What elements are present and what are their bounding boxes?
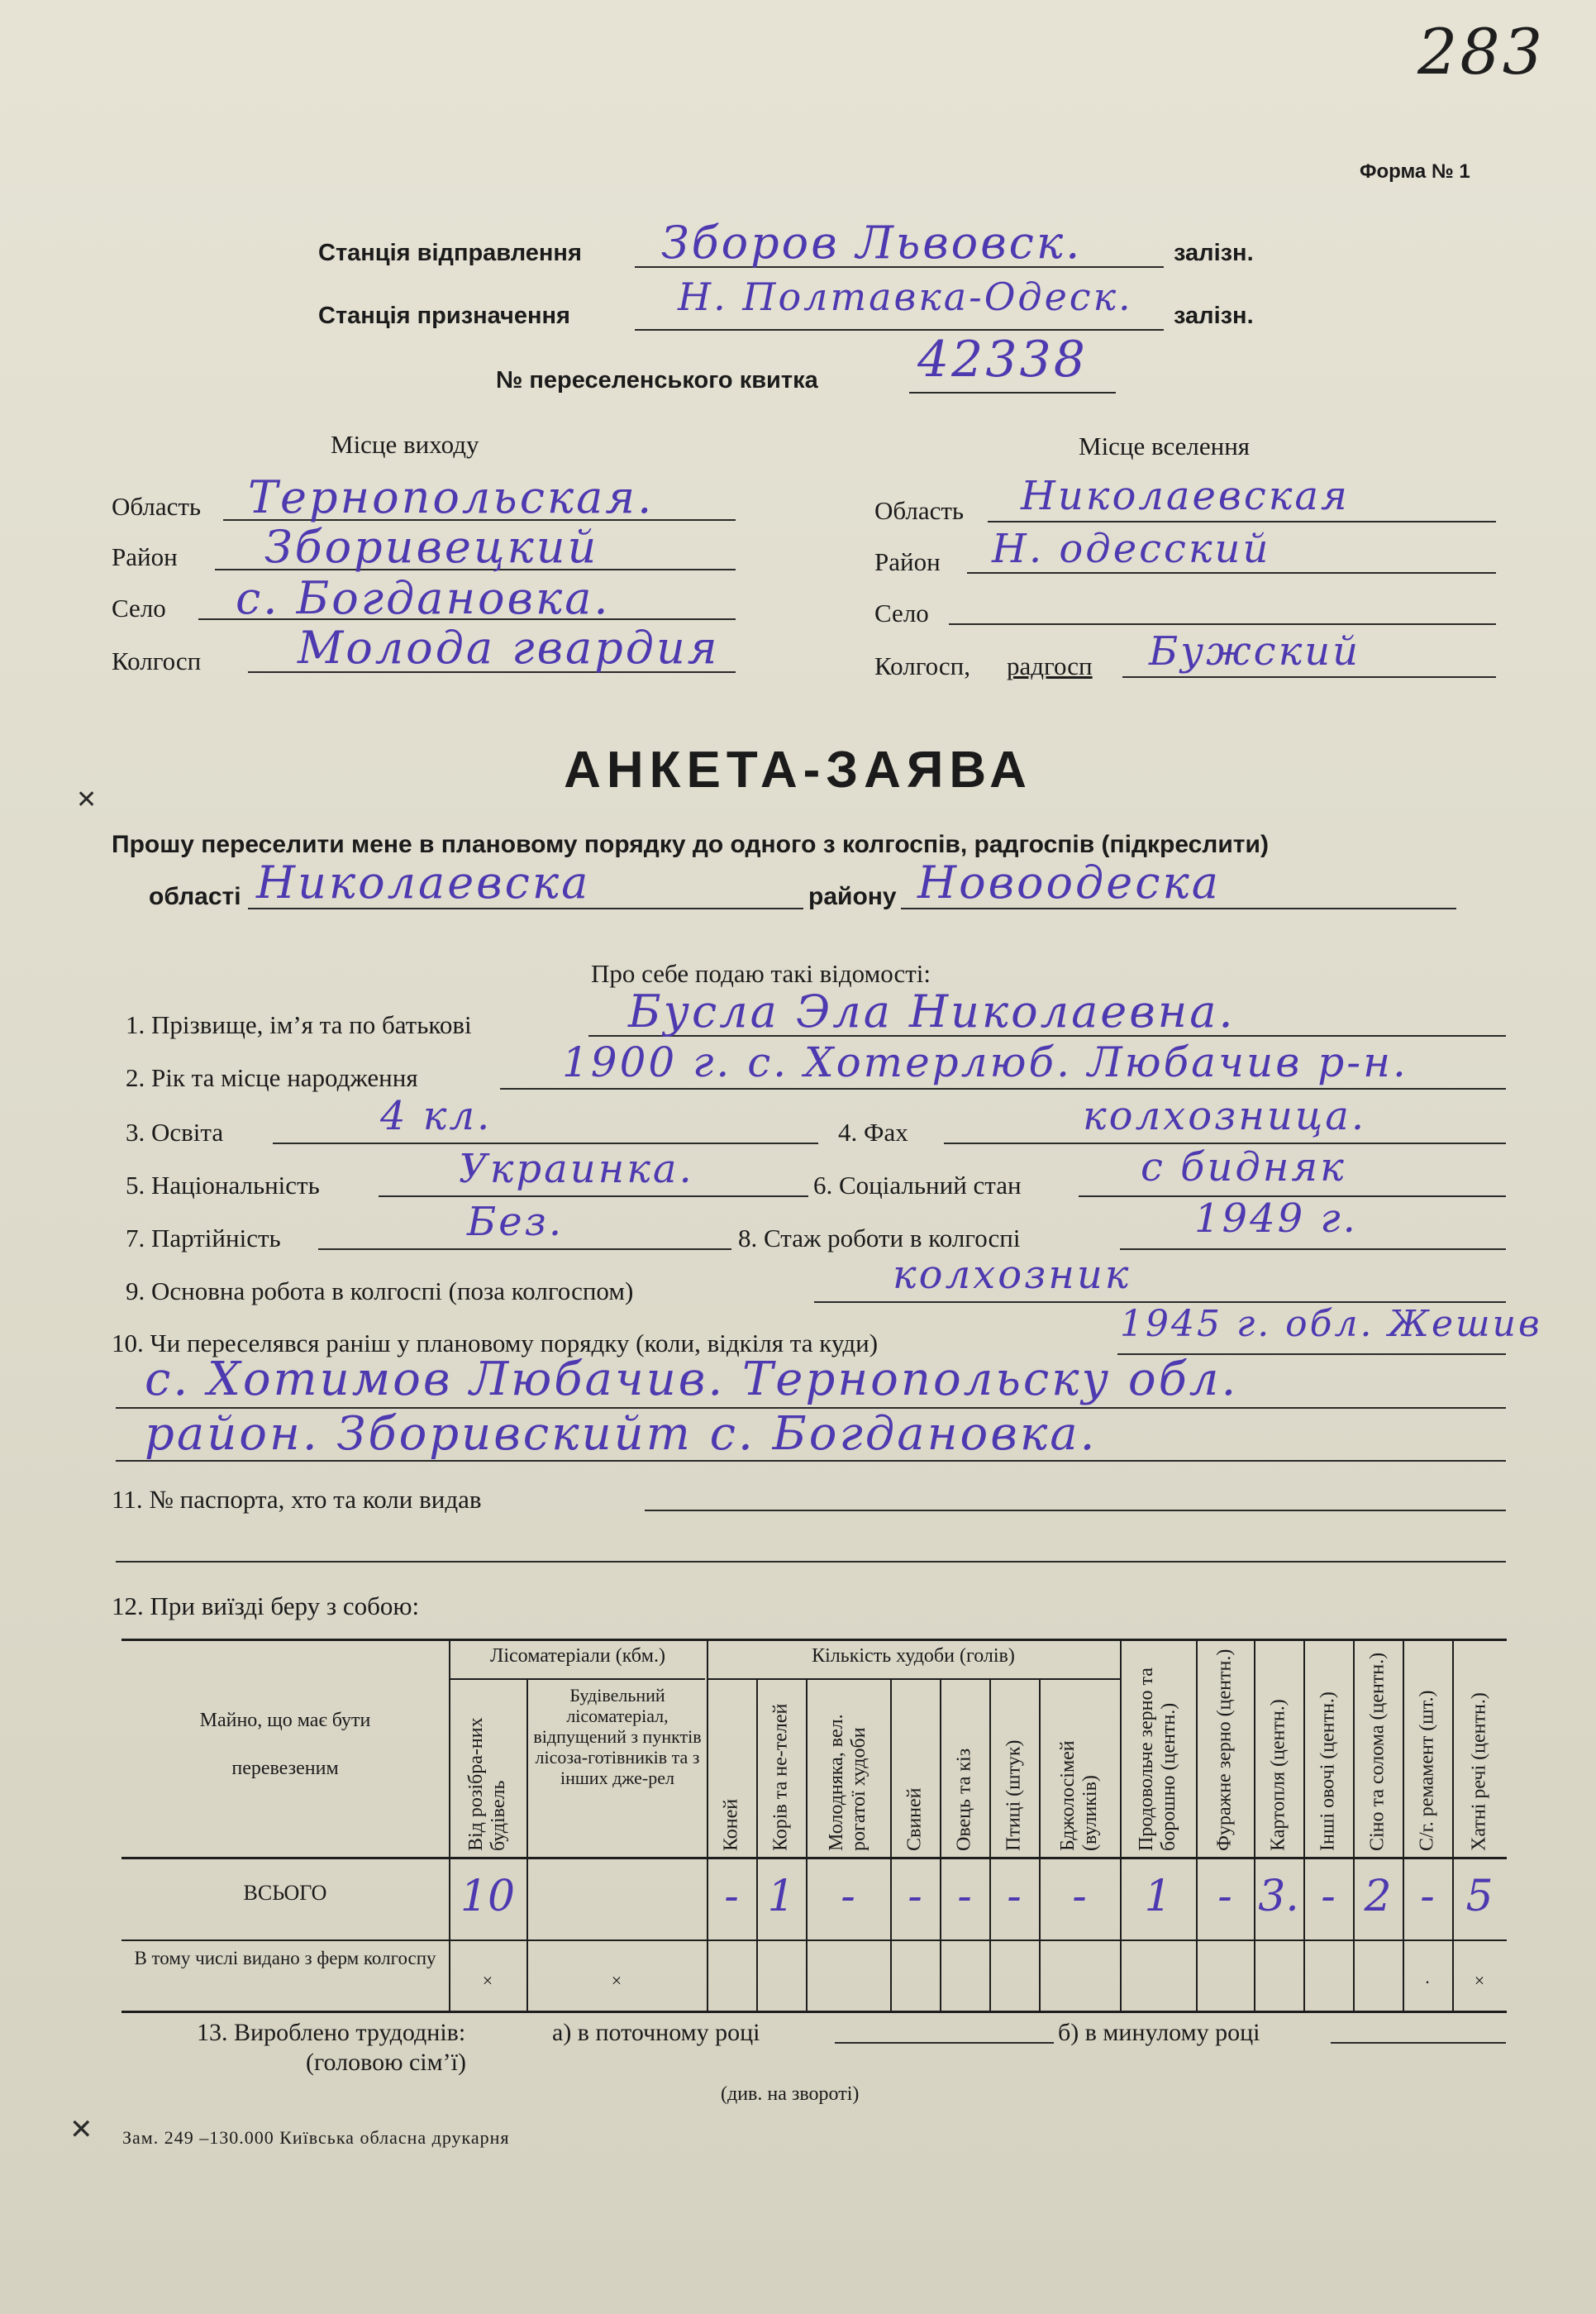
field-8-label: 8. Стаж роботи в колгоспі — [738, 1224, 1021, 1252]
col-header-hay: Сіно та солома (центн.) — [1366, 1652, 1389, 1851]
issued-label: В тому числі видано з ферм колгоспу — [134, 1948, 436, 1968]
destination-station-label: Станція призначення — [318, 303, 570, 329]
row-header-line-2: перевезеним — [231, 1758, 339, 1779]
dest-kolhosp-label: Колгосп, — [874, 651, 971, 680]
printer-line: Зам. 249 –130.000 Київська обласна друкарня — [122, 2127, 510, 2148]
lumber-group-rule — [449, 1678, 705, 1680]
field-8-value: 1949 г. — [1194, 1195, 1358, 1242]
field-3-line — [273, 1143, 818, 1144]
dest-raion-line — [967, 572, 1496, 574]
request-raion-label: району — [808, 883, 897, 910]
field-7-line — [318, 1248, 731, 1250]
col-line — [1303, 1639, 1305, 2011]
col-line — [526, 1680, 528, 2011]
col-header-young-cattle: Молодняка, вел. рогатої худоби — [826, 1714, 869, 1851]
row-header-line-1: Майно, що має бути — [199, 1710, 371, 1731]
destination-station-value: Н. Полтавка-Одеск. — [678, 274, 1133, 319]
col-header-poultry: Птиці (штук) — [1003, 1739, 1025, 1851]
field-11-line-2 — [116, 1561, 1506, 1563]
ticket-label: № переселенського квитка — [496, 367, 818, 394]
col-header-food-grain: Продовольче зерно та борошно (центн.) — [1136, 1668, 1179, 1851]
field-10-value-1: 1945 г. обл. Жешив — [1120, 1303, 1542, 1345]
field-5-label: 5. Національність — [126, 1171, 320, 1200]
cattle-group-header: Кількість худоби (голів) — [812, 1645, 1015, 1667]
col-line — [940, 1680, 941, 2011]
col-line — [1403, 1639, 1404, 2011]
col-header-cows: Корів та не-телей — [769, 1703, 792, 1851]
table-intro: 12. При виїзді беру з собою: — [112, 1591, 420, 1620]
request-oblast-label: області — [149, 883, 241, 910]
total-cell: - — [1321, 1872, 1336, 1921]
col-line — [1452, 1639, 1454, 2011]
field-10-value-2: с. Хотимов Любачив. Тернопольску обл. — [145, 1353, 1239, 1406]
origin-selo-value: с. Богдановка. — [236, 572, 611, 624]
form-label: Форма № 1 — [1360, 160, 1470, 183]
total-cell: - — [1217, 1872, 1232, 1921]
total-cell: 3. — [1258, 1872, 1299, 1921]
col-header-potatoes: Картопля (центн.) — [1267, 1699, 1289, 1851]
table-bottom-rule — [121, 2011, 1507, 2013]
dest-selo-label: Село — [874, 599, 929, 627]
total-label: ВСЬОГО — [243, 1881, 327, 1905]
form-title: АНКЕТА-ЗАЯВА — [564, 742, 1032, 799]
origin-selo-label: Село — [112, 594, 166, 623]
col-header-vegetables: Інші овочі (центн.) — [1317, 1691, 1339, 1851]
table-header-rule — [121, 1857, 1507, 1859]
departure-rail-suffix: залізн. — [1174, 240, 1254, 266]
field-11-label: 11. № паспорта, хто та коли видав — [112, 1485, 482, 1514]
total-cell: - — [1072, 1872, 1087, 1921]
field-7-value: Без. — [467, 1199, 565, 1245]
col-header-horses: Коней — [720, 1798, 742, 1851]
dest-raion-value: Н. одесский — [992, 526, 1271, 572]
col-header-lumber: Будівельний лісоматеріал, відпущений з пунктів лісоза-готівників та з інших дже-рел — [533, 1685, 702, 1788]
dest-kolhosp-line — [1122, 676, 1496, 678]
request-raion-value: Новоодеска — [917, 856, 1221, 909]
punch-mark: ✕ — [76, 786, 98, 813]
origin-raion-value: Зборивецкий — [264, 521, 599, 573]
dest-selo-line — [949, 623, 1496, 625]
col-line — [890, 1680, 892, 2011]
field-9-value: колхозник — [893, 1252, 1131, 1298]
field-5-value: Украинка. — [459, 1146, 694, 1192]
origin-oblast-label: Область — [112, 492, 202, 521]
lumber-group-header: Лісоматеріали (кбм.) — [490, 1645, 665, 1667]
workdays-sub: (головою сім’ї) — [306, 2049, 466, 2076]
workdays-current-label: а) в поточному році — [552, 2019, 760, 2046]
col-header-fodder-grain: Фуражне зерно (центн.) — [1213, 1648, 1236, 1851]
col-line — [1353, 1639, 1355, 2011]
dest-oblast-label: Область — [874, 496, 965, 525]
field-1-label: 1. Прізвище, ім’я та по батькові — [126, 1010, 472, 1039]
total-cell: - — [724, 1872, 739, 1921]
total-cell: 2 — [1364, 1872, 1392, 1921]
field-6-label: 6. Соціальний стан — [813, 1171, 1022, 1200]
origin-header: Місце виходу — [331, 430, 479, 459]
workdays-previous-label: б) в минулому році — [1058, 2019, 1260, 2046]
total-cell: 1 — [1144, 1872, 1172, 1921]
field-4-label: 4. Фах — [838, 1118, 908, 1147]
field-3-value: 4 кл. — [380, 1093, 493, 1139]
see-back-note: (див. на звороті) — [721, 2083, 860, 2105]
field-5-line — [379, 1195, 808, 1197]
field-7-label: 7. Партійність — [126, 1224, 281, 1252]
col-header-beehives: Бджолосімей (вуликів) — [1057, 1740, 1101, 1851]
punch-mark: ✕ — [69, 2115, 93, 2145]
request-oblast-value: Николаевска — [256, 856, 591, 909]
total-cell: 1 — [767, 1872, 795, 1921]
departure-label: Станція відправлення — [318, 240, 582, 266]
field-1-value: Бусла Эла Николаевна. — [628, 985, 1236, 1038]
field-8-line — [1120, 1248, 1506, 1250]
col-line — [989, 1680, 991, 2011]
total-cell: - — [841, 1872, 855, 1921]
col-line — [449, 1639, 450, 2011]
col-header-sheep: Овець та кіз — [953, 1748, 975, 1851]
total-cell: 5 — [1465, 1872, 1494, 1921]
issued-cell: × — [1474, 1970, 1485, 1991]
dest-raion-label: Район — [874, 547, 941, 576]
departure-value: Зборов Львовск. — [661, 217, 1083, 269]
table-total-rule — [121, 1939, 1507, 1941]
col-line — [1196, 1639, 1198, 2011]
info-intro: Про себе подаю такі відомості: — [591, 959, 931, 988]
origin-kolhosp-label: Колгосп — [112, 646, 202, 675]
dest-radhosp-label: радгосп — [1007, 651, 1093, 680]
field-4-value: колхозница. — [1083, 1093, 1367, 1139]
field-10-value-3: район. Зборивскийт с. Богдановка. — [145, 1407, 1098, 1461]
col-line — [756, 1680, 758, 2011]
field-3-label: 3. Освіта — [126, 1118, 224, 1147]
destination-header: Місце вселення — [1079, 432, 1251, 460]
field-2-line — [500, 1088, 1506, 1090]
dest-oblast-value: Николаевская — [1021, 473, 1350, 519]
col-line — [707, 1639, 708, 2011]
col-header-household: Хатні речі (центн.) — [1468, 1692, 1490, 1851]
origin-oblast-value: Тернопольская. — [248, 471, 655, 523]
total-cell: - — [1420, 1872, 1435, 1921]
request-line: Прошу переселити мене в плановому порядку до одного з колгоспів, радгоспів (підкреслити) — [112, 831, 1269, 858]
ticket-value: 42338 — [917, 331, 1088, 389]
cattle-group-rule — [707, 1678, 1120, 1680]
field-6-value: с бидняк — [1141, 1144, 1346, 1190]
workdays-previous-line — [1331, 2042, 1506, 2044]
ticket-line — [909, 392, 1116, 394]
issued-cell: . — [1425, 1967, 1430, 1987]
origin-kolhosp-value: Молода гвардия — [298, 622, 720, 674]
total-cell: 10 — [460, 1872, 516, 1921]
page-number: 283 — [1417, 15, 1546, 88]
col-line — [1254, 1639, 1255, 2011]
table-top-rule — [121, 1639, 1507, 1641]
destination-rail-suffix: залізн. — [1174, 303, 1254, 329]
col-line — [1120, 1639, 1122, 2011]
col-line — [1039, 1680, 1041, 2011]
dest-oblast-line — [988, 521, 1496, 522]
workdays-label: 13. Вироблено трудоднів: — [197, 2019, 466, 2046]
dest-kolhosp-value: Бужский — [1149, 628, 1361, 675]
col-header-farm-tools: С/г. ремамент (шт.) — [1416, 1690, 1438, 1851]
total-cell: - — [1007, 1872, 1022, 1921]
issued-cell: × — [482, 1970, 493, 1991]
col-line — [806, 1680, 808, 2011]
field-2-label: 2. Рік та місце народження — [126, 1063, 418, 1092]
origin-raion-label: Район — [112, 542, 178, 571]
total-cell: - — [908, 1872, 922, 1921]
field-11-line-1 — [645, 1510, 1506, 1511]
issued-cell: × — [611, 1970, 622, 1991]
field-2-value: 1900 г. с. Хотерлюб. Любачив р-н. — [562, 1038, 1408, 1086]
field-9-label: 9. Основна робота в колгоспі (поза колгоспом) — [126, 1276, 634, 1305]
col-header-dismantled: Від розібра-них будівель — [465, 1717, 509, 1851]
col-header-pigs: Свиней — [903, 1787, 926, 1851]
field-10-label: 10. Чи переселявся раніш у плановому порядку (коли, відкіля та куди) — [112, 1329, 879, 1357]
total-cell: - — [957, 1872, 972, 1921]
workdays-current-line — [835, 2042, 1054, 2044]
